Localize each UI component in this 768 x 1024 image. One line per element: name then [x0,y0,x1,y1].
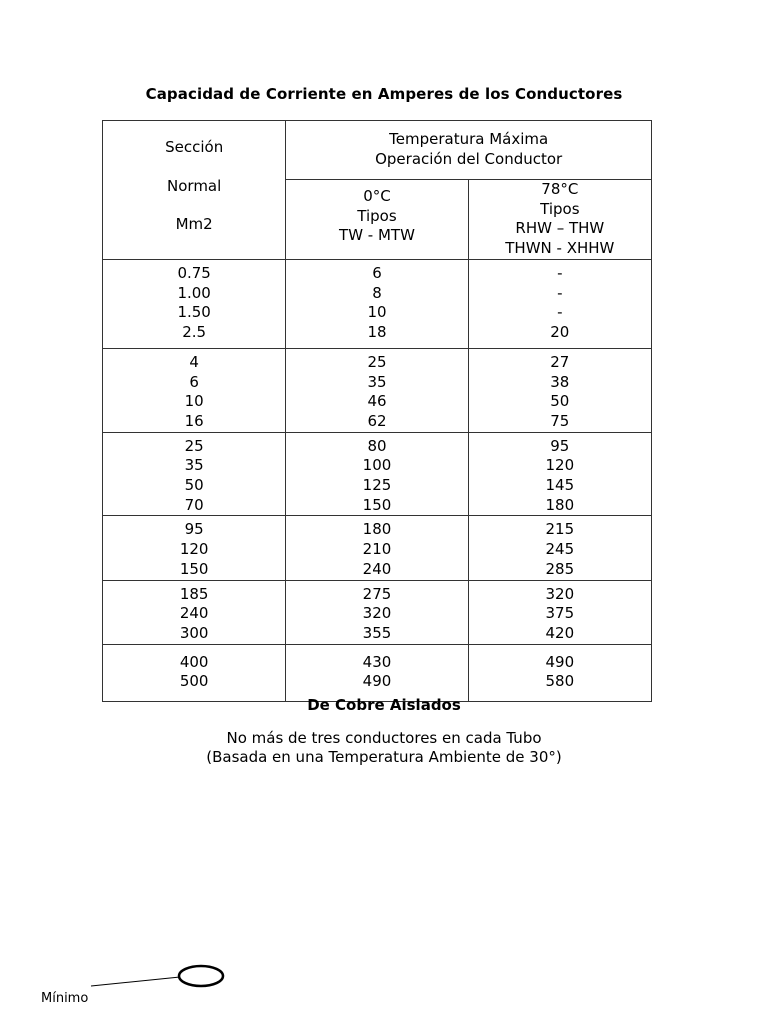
tw-value: 80 [367,436,387,455]
header-78c-temp: 78°C [541,180,579,198]
section-value: 0.75 [177,263,211,282]
table-row-group [103,259,652,348]
table-row-group [103,580,652,644]
header-temperature-line1: Temperatura Máxima [389,130,549,149]
section-cell [103,348,286,432]
footer-note-line2: (Basada en una Temperatura Ambiente de 30°) [206,748,562,766]
rhw-value: 580 [545,672,575,691]
section-value: 185 [179,584,209,603]
rhw-cell [468,644,651,701]
rhw-cell [468,580,651,644]
header-78c-types-2: THWN - XHHW [505,239,615,258]
rhw-value: 420 [545,623,575,642]
section-value: 35 [184,456,204,475]
rhw-value: 20 [550,322,570,341]
section-cell [103,259,286,348]
section-value: 1.50 [177,303,211,322]
rhw-value: 145 [545,476,575,495]
table-row-group [103,516,652,580]
tw-value: 6 [372,263,382,282]
tw-cell [286,580,468,644]
rhw-value: 215 [545,520,575,539]
tw-value: 355 [362,623,392,642]
tw-cell [286,432,468,516]
tw-value: 210 [362,540,392,559]
annotation-label: Mínimo [41,991,89,1006]
ampacity-table [102,120,652,702]
header-section-label: Sección [165,138,224,156]
tw-cell [286,516,468,580]
rhw-value: 50 [550,392,570,411]
tw-cell [286,348,468,432]
tw-value: 320 [362,604,392,623]
section-value: 16 [184,411,204,430]
tw-value: 46 [367,392,387,411]
rhw-value: 75 [550,411,570,430]
tw-value: 10 [367,303,387,322]
rhw-value: 38 [550,372,570,391]
header-78c-types-1: RHW – THW [515,219,605,238]
tw-value: 490 [362,672,392,691]
tw-value: 240 [362,559,392,578]
annotation-leader-line [91,977,180,986]
section-value: 120 [179,540,209,559]
section-value: 1.00 [177,283,211,302]
table-title: Capacidad de Corriente en Amperes de los Conductores [145,85,623,103]
section-value: 500 [179,672,209,691]
header-normal-label: Normal [167,176,222,195]
section-value: 10 [184,392,204,411]
tw-value: 180 [362,520,392,539]
table-row-group [103,348,652,432]
tw-cell [286,259,468,348]
section-value: 70 [184,495,204,514]
header-0c-tipos: Tipos [357,206,397,225]
table-row-group [103,432,652,516]
section-value: 2.5 [182,322,207,341]
rhw-cell [468,432,651,516]
tw-value: 275 [362,584,392,603]
header-78c-tipos: Tipos [540,199,580,218]
header-section-cell [103,121,286,260]
rhw-value: - [557,283,563,302]
header-temperature-cell [286,121,652,180]
tw-value: 150 [362,495,392,514]
tw-value: 8 [372,283,382,302]
header-unit-label: Mm2 [175,215,213,234]
rhw-value: 245 [545,540,575,559]
rhw-value: 375 [545,604,575,623]
tw-value: 25 [367,352,387,371]
rhw-cell [468,516,651,580]
tw-value: 18 [367,322,387,341]
rhw-cell [468,259,651,348]
section-cell [103,644,286,701]
section-cell [103,580,286,644]
rhw-value: 320 [545,584,575,603]
header-0c-types: TW - MTW [339,226,415,245]
section-value: 400 [179,652,209,671]
tw-value: 430 [362,652,392,671]
annotation-callout [80,955,240,1000]
tw-value: 62 [367,411,387,430]
footer-note [0,729,768,767]
annotation-ellipse-icon [179,966,223,986]
rhw-value: 285 [545,559,575,578]
section-cell [103,432,286,516]
footer-note-line1: No más de tres conductores en cada Tubo [226,729,542,747]
rhw-value: - [557,303,563,322]
header-temperature-line2: Operación del Conductor [375,150,563,168]
rhw-value: 27 [550,352,570,371]
section-value: 6 [189,372,199,391]
section-value: 50 [184,476,204,495]
tw-value: 125 [362,476,392,495]
section-value: 95 [184,520,204,539]
rhw-value: 490 [545,652,575,671]
tw-value: 35 [367,372,387,391]
tw-cell [286,644,468,701]
rhw-value: - [557,263,563,282]
section-value: 4 [189,352,199,371]
section-value: 25 [184,436,204,455]
header-78c-cell [468,180,651,260]
material-caption: De Cobre Aislados [307,696,461,714]
section-value: 150 [179,559,209,578]
rhw-value: 120 [545,456,575,475]
section-cell [103,516,286,580]
section-value: 300 [179,623,209,642]
tw-value: 100 [362,456,392,475]
table-row-group [103,644,652,701]
rhw-cell [468,348,651,432]
rhw-value: 180 [545,495,575,514]
section-value: 240 [179,604,209,623]
header-0c-cell [286,180,468,260]
rhw-value: 95 [550,436,570,455]
header-0c-temp: 0°C [363,187,391,205]
header-row-1 [103,121,652,180]
